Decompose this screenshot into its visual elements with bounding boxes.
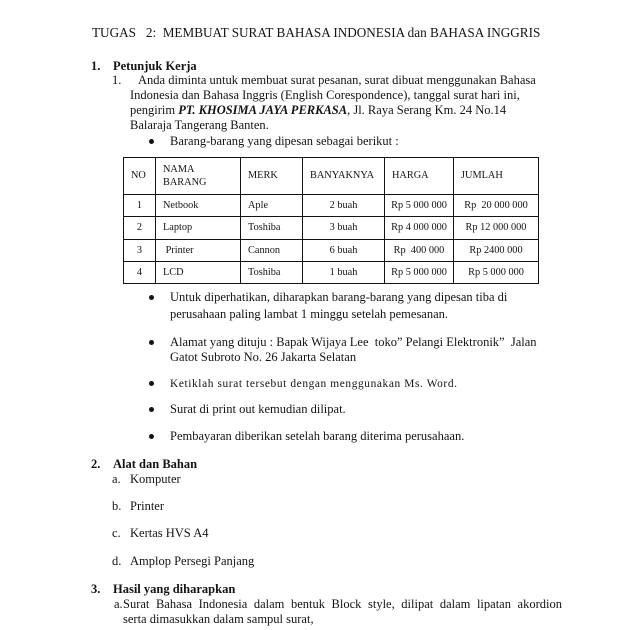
list-item-marker: a. — [112, 472, 121, 486]
table-cell-no: 3 — [124, 240, 156, 262]
table-header-brand: MERK — [241, 158, 303, 195]
list-item-marker: c. — [112, 526, 121, 540]
bullet-icon — [149, 139, 154, 144]
note-line: Gatot Subroto No. 26 Jakarta Selatan — [170, 350, 357, 364]
table-cell-no: 2 — [124, 217, 156, 240]
sender-prefix: pengirim — [130, 103, 179, 117]
note-line: Untuk diperhatikan, diharapkan barang-barang yang dipesan tiba di — [170, 290, 508, 304]
table-cell-quantity: 2 buah — [303, 195, 385, 217]
list-item-marker: a. — [114, 597, 123, 611]
list-item: Komputer — [130, 472, 181, 486]
table-cell-name: LCD — [156, 262, 241, 284]
table-cell-total: Rp 20 000 000 — [454, 195, 539, 217]
table-cell-price: Rp 4 000 000 — [385, 217, 454, 240]
table-row — [124, 240, 539, 262]
note-line: Alamat yang dituju : Bapak Wijaya Lee toko” Pelangi Elektronik” Jalan — [170, 335, 537, 349]
note-line: perusahaan paling lambat 1 minggu setelah pemesanan. — [170, 307, 449, 321]
table-header-name-label: NAMA BARANG — [163, 164, 207, 188]
table-cell-total: Rp 5 000 000 — [454, 262, 539, 284]
sender-company-name: PT. KHOSIMA JAYA PERKASA — [178, 103, 348, 117]
table-intro: Barang-barang yang dipesan sebagai berikut : — [170, 134, 399, 148]
order-table — [123, 157, 539, 284]
bullet-icon — [149, 407, 154, 412]
table-header-price: HARGA — [385, 158, 454, 195]
bullet-icon — [149, 434, 154, 439]
table-cell-brand: Aple — [241, 195, 303, 217]
table-cell-price: Rp 400 000 — [385, 240, 454, 262]
sender-address: , Jl. Raya Serang Km. 24 No.14 — [347, 103, 507, 117]
table-row — [124, 195, 539, 217]
table-row — [124, 217, 539, 240]
list-item-marker: b. — [112, 499, 122, 513]
section-3-number: 3. — [91, 582, 101, 596]
instruction-line: Anda diminta untuk membuat surat pesanan, surat dibuat menggunakan Bahasa — [138, 73, 536, 87]
list-item: Printer — [130, 499, 165, 513]
table-cell-brand: Toshiba — [241, 262, 303, 284]
document-title: TUGAS 2: MEMBUAT SURAT BAHASA INDONESIA dan BAHASA INGGRIS — [92, 25, 541, 40]
table-cell-no: 4 — [124, 262, 156, 284]
sender-city: Balaraja Tangerang Banten. — [130, 118, 269, 132]
table-cell-name: Netbook — [156, 195, 241, 217]
instruction-line: Indonesia dan Bahasa Inggris (English Corespondence), tanggal surat hari ini, — [130, 88, 520, 102]
instruction-number: 1. — [112, 73, 122, 87]
table-cell-total: Rp 12 000 000 — [454, 217, 539, 240]
list-item-line: Surat Bahasa Indonesia dalam bentuk Block style, dilipat dalam lipatan akordion — [123, 597, 562, 611]
section-3-heading: Hasil yang diharapkan — [113, 582, 236, 596]
bullet-icon — [149, 340, 154, 345]
list-item-marker: d. — [112, 554, 122, 568]
table-header-name — [156, 158, 241, 195]
list-item: Kertas HVS A4 — [130, 526, 209, 540]
table-header-total: JUMLAH — [454, 158, 539, 195]
table-header-no: NO — [124, 158, 156, 195]
section-2-number: 2. — [91, 457, 101, 471]
list-item: Amplop Persegi Panjang — [130, 554, 255, 568]
section-1-number: 1. — [91, 59, 101, 73]
table-cell-name: Printer — [156, 240, 241, 262]
table-cell-price: Rp 5 000 000 — [385, 195, 454, 217]
table-cell-quantity: 1 buah — [303, 262, 385, 284]
table-header-row — [124, 158, 539, 195]
section-2-heading: Alat dan Bahan — [113, 457, 198, 471]
table-row — [124, 262, 539, 284]
note-line: Ketiklah surat tersebut dengan menggunakan Ms. Word. — [170, 378, 458, 390]
table-cell-brand: Toshiba — [241, 217, 303, 240]
bullet-icon — [149, 381, 154, 386]
table-cell-quantity: 6 buah — [303, 240, 385, 262]
instruction-sender-line — [130, 103, 506, 118]
section-1-heading: Petunjuk Kerja — [113, 59, 197, 73]
table-header-quantity: BANYAKNYA — [303, 158, 385, 195]
note-line: Surat di print out kemudian dilipat. — [170, 402, 346, 416]
note-line: Pembayaran diberikan setelah barang diterima perusahaan. — [170, 429, 465, 443]
table-cell-name: Laptop — [156, 217, 241, 240]
table-cell-price: Rp 5 000 000 — [385, 262, 454, 284]
table-cell-total: Rp 2400 000 — [454, 240, 539, 262]
list-item-line: serta dimasukkan dalam sampul surat, — [123, 612, 314, 626]
table-cell-no: 1 — [124, 195, 156, 217]
table-cell-brand: Cannon — [241, 240, 303, 262]
table-cell-quantity: 3 buah — [303, 217, 385, 240]
bullet-icon — [149, 295, 154, 300]
